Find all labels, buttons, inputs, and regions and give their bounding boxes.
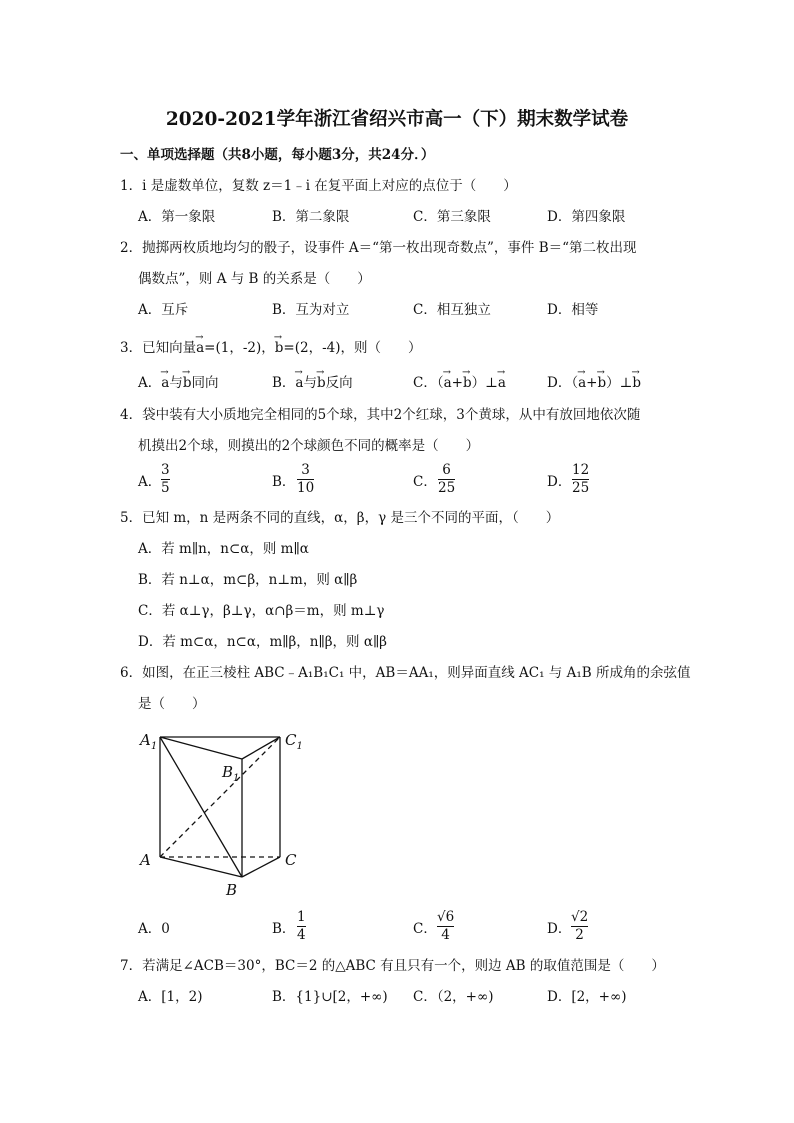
label-c1: $C_1$ [285,731,303,752]
numerator: √6 [437,909,455,925]
option-text: 反向 [325,375,353,391]
q1-option-c: C．第三象限 [413,209,491,225]
vector-b: → b [463,374,472,392]
q4-option-d-fraction [572,463,589,496]
question-7-stem: 7．若满足∠ACB＝30°，BC＝2 的△ABC 有且只有一个，则边 AB 的取值范围是（ ） [120,958,665,974]
vector-a: → a [196,339,204,357]
q4-option-b-fraction [297,463,314,496]
label-a: A [140,851,151,869]
page-title: 2020-2021学年浙江省绍兴市高一（下）期末数学试卷 [165,109,629,130]
question-2-stem-line1: 2．抛掷两枚质地均匀的骰子，设事件 A＝“第一枚出现奇数点”，事件 B＝“第二枚出现 [120,240,637,256]
numerator: √2 [571,909,589,925]
triangular-prism-figure [130,725,320,905]
edge-a1-b1 [160,737,242,759]
q4-option-c-label: C． [413,474,437,490]
vector-b: → b [317,374,326,392]
question-1-stem: 1．i 是虚数单位，复数 z＝1﹣i 在复平面上对应的点位于（ ） [120,178,517,194]
q1-option-d: D．第四象限 [547,209,626,225]
q7-option-a: A．[1，2) [138,989,203,1005]
option-label: C．（ [413,375,444,391]
section-heading: 一、单项选择题（共8小题，每小题3分，共24分．） [120,147,435,163]
option-text: + [586,375,598,391]
denominator: 2 [575,927,584,943]
q2-option-a: A．互斥 [138,302,189,318]
label-b1: $B_1$ [222,763,240,784]
q6-option-c-fraction [437,910,454,943]
edge-b-c [242,857,280,877]
q5-option-b: B．若 n⊥α，m⊂β，n⊥m，则 α∥β [138,572,358,588]
denominator: 25 [438,480,456,496]
q4-option-c-fraction [438,463,455,496]
q6-option-b-fraction [297,910,306,943]
vector-a: → a [578,374,586,392]
q2-option-b: B．互为对立 [272,302,350,318]
question-4-stem-line1: 4．袋中装有大小质地完全相同的5个球，其中2个红球，3个黄球，从中有放回地依次随 [120,407,641,423]
q6-option-a: A．0 [138,921,170,937]
vector-a: → a [498,374,506,392]
numerator: 1 [297,909,306,925]
option-text: 同向 [191,375,219,391]
option-text: ）⊥ [606,375,633,391]
q4-option-b-label: B． [272,474,296,490]
option-text: 与 [169,375,183,391]
q3-option-c [413,374,506,392]
label-b: B [226,881,238,899]
vector-b: → b [597,374,606,392]
denominator: 4 [297,927,306,943]
q1-option-a: A．第一象限 [138,209,216,225]
q6-option-d-fraction [571,910,588,943]
question-6-stem-line2: 是（ ） [138,696,206,712]
vector-a: → a [295,374,303,392]
denominator: 10 [297,480,315,496]
vector-b: → b [632,374,641,392]
option-label: D．（ [547,375,579,391]
option-label: A． [138,375,162,391]
q5-option-c: C．若 α⊥γ，β⊥γ，α∩β＝m，则 m⊥γ [138,603,385,619]
numerator: 6 [442,462,451,478]
option-text: 与 [303,375,317,391]
denominator: 25 [572,480,590,496]
q7-option-c: C．（2，+∞) [413,989,494,1005]
vector-a-value: =(1，-2)， [204,340,275,356]
q2-option-d: D．相等 [547,302,599,318]
q3-option-d [547,374,641,392]
q4-option-d-label: D． [547,474,572,490]
question-2-stem-line2: 偶数点”，则 A 与 B 的关系是（ ） [138,271,371,287]
numerator: 3 [301,462,310,478]
numerator: 12 [572,462,590,478]
vector-a: → a [161,374,169,392]
vector-b-value: =(2，-4)，则（ ） [283,340,422,356]
q7-option-d: D．[2，+∞) [547,989,627,1005]
q4-option-a-fraction [161,463,170,496]
vector-a: → a [444,374,452,392]
q3-option-b [272,374,353,392]
option-text: + [451,375,463,391]
option-label: B． [272,375,296,391]
q2-option-c: C．相互独立 [413,302,491,318]
denominator: 5 [161,480,170,496]
question-4-stem-line2: 机摸出2个球，则摸出的2个球颜色不同的概率是（ ） [138,438,480,454]
q5-option-a: A．若 m∥n，n⊂α，则 m∥α [138,541,309,557]
vector-b: → b [183,374,192,392]
q3-option-a [138,374,218,392]
segment-a1-b [160,737,242,877]
question-3-stem [120,339,422,357]
q4-option-a-label: A． [138,474,162,490]
option-text: ）⊥ [471,375,498,391]
q6-option-b-label: B． [272,921,296,937]
question-6-stem-line1: 6．如图，在正三棱柱 ABC﹣A₁B₁C₁ 中，AB＝AA₁，则异面直线 AC₁ 与 A₁B 所成角的余弦值 [120,665,691,681]
q6-option-c-label: C． [413,921,437,937]
vector-b: → b [275,339,284,357]
edge-b1-c1 [242,737,280,759]
label-a1: $A_1$ [140,731,158,752]
denominator: 4 [441,927,450,943]
q7-option-b: B．{1}∪[2，+∞) [272,989,388,1005]
q3-prefix: 3．已知向量 [120,340,197,356]
q6-option-d-label: D． [547,921,572,937]
q5-option-d: D．若 m⊂α，n⊂α，m∥β，n∥β，则 α∥β [138,634,387,650]
edge-a-b [160,857,242,877]
label-c: C [285,851,297,869]
q1-option-b: B．第二象限 [272,209,350,225]
numerator: 3 [161,462,170,478]
question-5-stem: 5．已知 m，n 是两条不同的直线，α，β，γ 是三个不同的平面，（ ） [120,510,560,526]
